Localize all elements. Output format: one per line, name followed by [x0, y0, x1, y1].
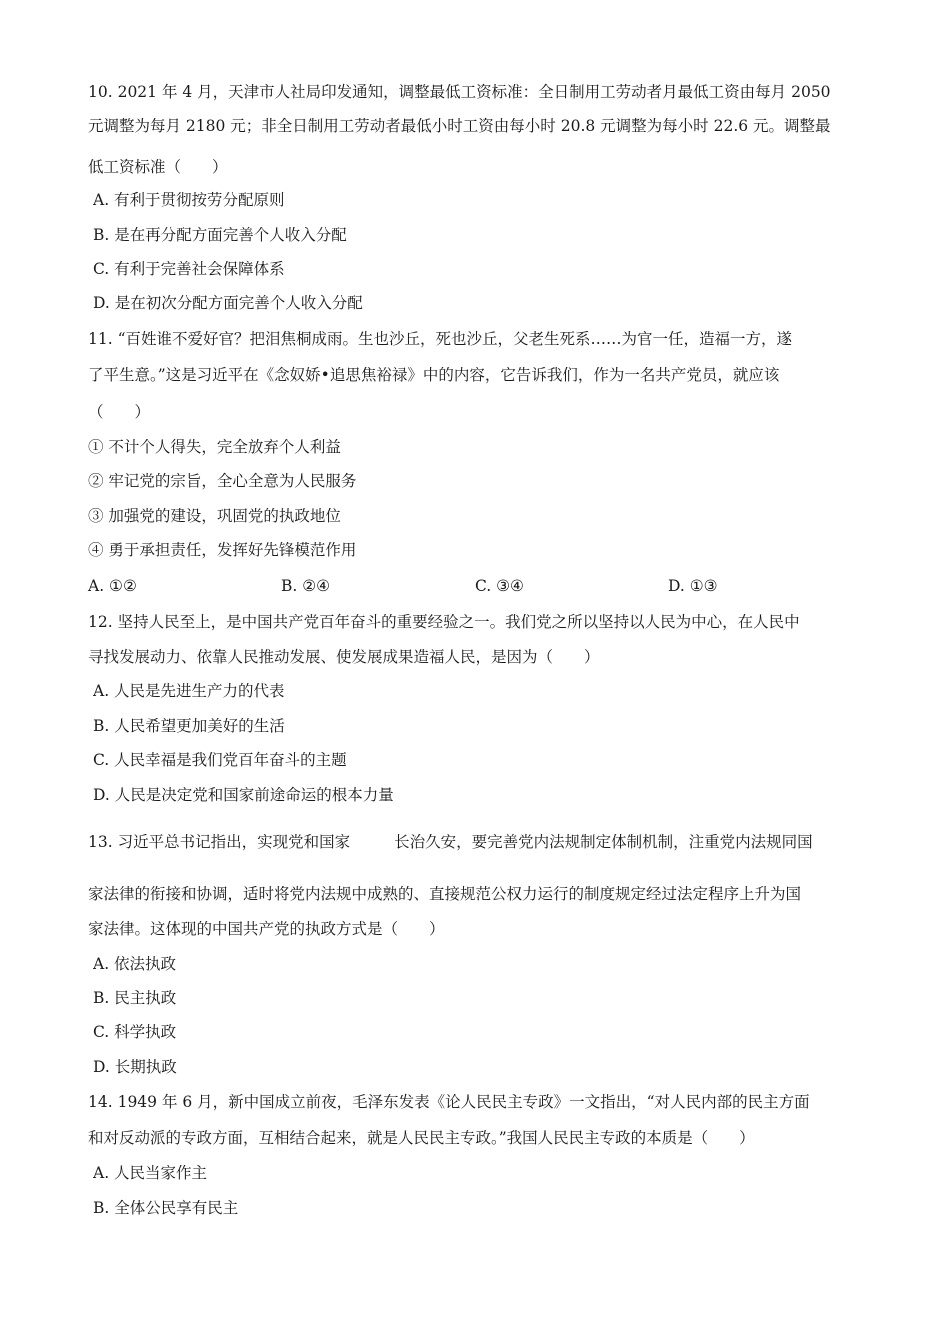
question-10-option-c: C. 有利于完善社会保障体系 [93, 260, 285, 278]
question-10-option-b: B. 是在再分配方面完善个人收入分配 [93, 226, 347, 244]
question-11-statement-4: ④ 勇于承担责任，发挥好先锋模范作用 [88, 541, 357, 559]
question-11-option-a: A. ①② [88, 577, 137, 595]
question-10-stem-line-3: 低工资标准（ ） [88, 158, 228, 176]
question-13-stem-line-1 [88, 831, 868, 853]
question-13-option-a: A. 依法执政 [93, 955, 177, 973]
question-11-statement-2: ② 牢记党的宗旨，全心全意为人民服务 [88, 472, 357, 490]
question-12-stem-line-2: 寻找发展动力、依靠人民推动发展、使发展成果造福人民，是因为（ ） [88, 648, 600, 666]
question-14-option-b: B. 全体公民享有民主 [93, 1199, 239, 1217]
question-13-option-b: B. 民主执政 [93, 989, 177, 1007]
question-13-option-d: D. 长期执政 [93, 1058, 177, 1076]
question-12-option-a: A. 人民是先进生产力的代表 [93, 682, 285, 700]
question-14-stem-line-1: 14. 1949 年 6 月，新中国成立前夜，毛泽东发表《论人民民主专政》一文指出，“对人民内部的民主方面 [88, 1093, 810, 1111]
question-12-option-d: D. 人民是决定党和国家前途命运的根本力量 [93, 786, 394, 804]
question-11-stem-line-2: 了平生意。”这是习近平在《念奴娇•追思焦裕禄》中的内容，它告诉我们，作为一名共产党员，就应该 [88, 366, 780, 384]
question-12-option-c: C. 人民幸福是我们党百年奋斗的主题 [93, 751, 347, 769]
question-11-option-b: B. ②④ [281, 577, 331, 595]
question-10-stem-line-1: 10. 2021 年 4 月，天津市人社局印发通知，调整最低工资标准：全日制用工劳动者月最低工资由每月 2050 [88, 83, 831, 101]
question-13-stem-line-1-part-1: 13. 习近平总书记指出，实现党和国家 [88, 833, 351, 851]
question-13-stem-line-1-part-2: 长治久安，要完善党内法规制定体制机制，注重党内法规同国 [394, 833, 813, 851]
question-13-stem-line-3: 家法律。这体现的中国共产党的执政方式是（ ） [88, 920, 445, 938]
question-12-option-b: B. 人民希望更加美好的生活 [93, 717, 285, 735]
question-11-statement-3: ③ 加强党的建设，巩固党的执政地位 [88, 507, 341, 525]
question-11-stem-line-3: （ ） [88, 403, 151, 421]
question-11-option-c: C. ③④ [475, 577, 524, 595]
question-10-option-a: A. 有利于贯彻按劳分配原则 [93, 191, 285, 209]
question-10-option-d: D. 是在初次分配方面完善个人收入分配 [93, 294, 363, 312]
question-11-option-d: D. ①③ [668, 577, 718, 595]
question-11-stem-line-1: 11. “百姓谁不爱好官？把泪焦桐成雨。生也沙丘，死也沙丘，父老生死系……为官一任，造福一方，遂 [88, 330, 793, 348]
question-10-stem-line-2: 元调整为每月 2180 元；非全日制用工劳动者最低小时工资由每小时 20.8 元调整为每小时 22.6 元。调整最 [88, 117, 831, 135]
question-14-option-a: A. 人民当家作主 [93, 1164, 208, 1182]
question-14-stem-line-2: 和对反动派的专政方面，互相结合起来，就是人民民主专政。”我国人民民主专政的本质是（ ） [88, 1129, 755, 1147]
question-13-stem-line-2: 家法律的衔接和协调，适时将党内法规中成熟的、直接规范公权力运行的制度规定经过法定程序上升为国 [88, 885, 802, 903]
question-12-stem-line-1: 12. 坚持人民至上，是中国共产党百年奋斗的重要经验之一。我们党之所以坚持以人民为中心，在人民中 [88, 613, 800, 631]
question-13-option-c: C. 科学执政 [93, 1023, 177, 1041]
question-11-statement-1: ① 不计个人得失，完全放弃个人利益 [88, 438, 341, 456]
